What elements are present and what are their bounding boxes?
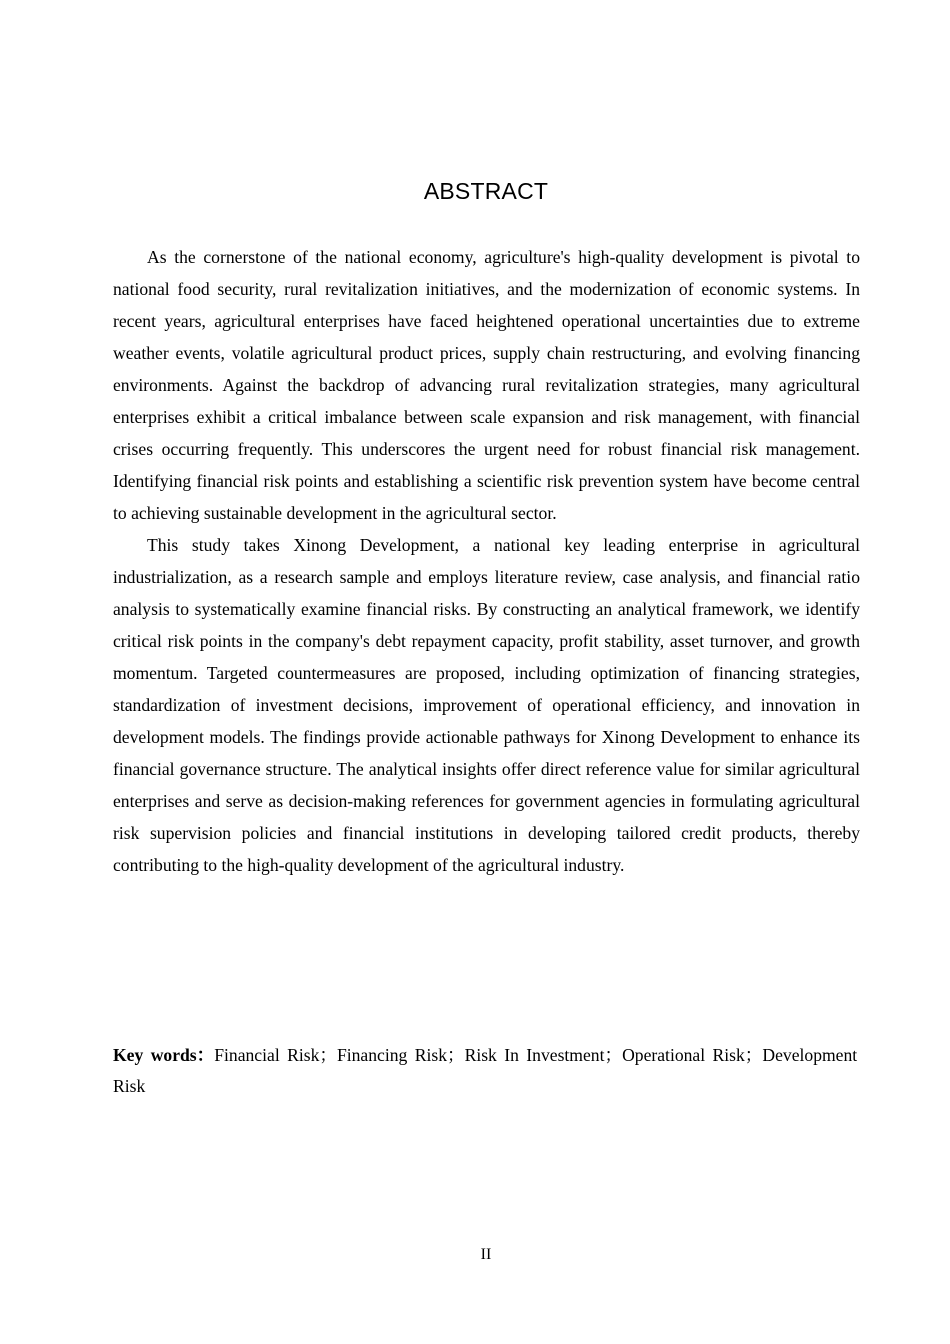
page-number: II (480, 1246, 492, 1263)
keywords-list: Financial Risk；Financing Risk；Risk In Investment；Operational Risk；Development Risk (113, 1045, 858, 1096)
abstract-title: ABSTRACT (423, 178, 549, 204)
keywords-label: Key words： (113, 1045, 215, 1065)
abstract-paragraph-2: This study takes Xinong Development, a national key leading enterprise in agricultural industrialization, as a research sample and employs literature review, case analysis, and financial ratio analysis to systematically examine financial risks. By constructing an analytical framework, we identify critical risk points in the company's debt repayment capacity, profit stability, asset turnover, and growth momentum. Targeted countermeasures are proposed, including optimization of financing strategies, standardization of investment decisions, improvement of operational efficiency, and innovation in development models. The findings provide actionable pathways for Xinong Development to enhance its financial governance structure. The analytical insights offer direct reference value for similar agricultural enterprises and serve as decision-making references for government agencies in formulating agricultural risk supervision policies and financial institutions in developing tailored credit products, thereby contributing to the high-quality development of the agricultural industry. (113, 535, 860, 875)
abstract-paragraph-1: As the cornerstone of the national economy, agriculture's high-quality development is pivotal to national food security, rural revitalization initiatives, and the modernization of economic systems. In recent years, agricultural enterprises have faced heightened operational uncertainties due to extreme weather events, volatile agricultural product prices, supply chain restructuring, and evolving financing environments. Against the backdrop of advancing rural revitalization strategies, many agricultural enterprises exhibit a critical imbalance between scale expansion and risk management, with financial crises occurring frequently. This underscores the urgent need for robust financial risk management. Identifying financial risk points and establishing a scientific risk prevention system have become central to achieving sustainable development in the agricultural sector. (113, 247, 860, 523)
keywords-section (113, 1040, 860, 1102)
abstract-body (113, 241, 860, 881)
